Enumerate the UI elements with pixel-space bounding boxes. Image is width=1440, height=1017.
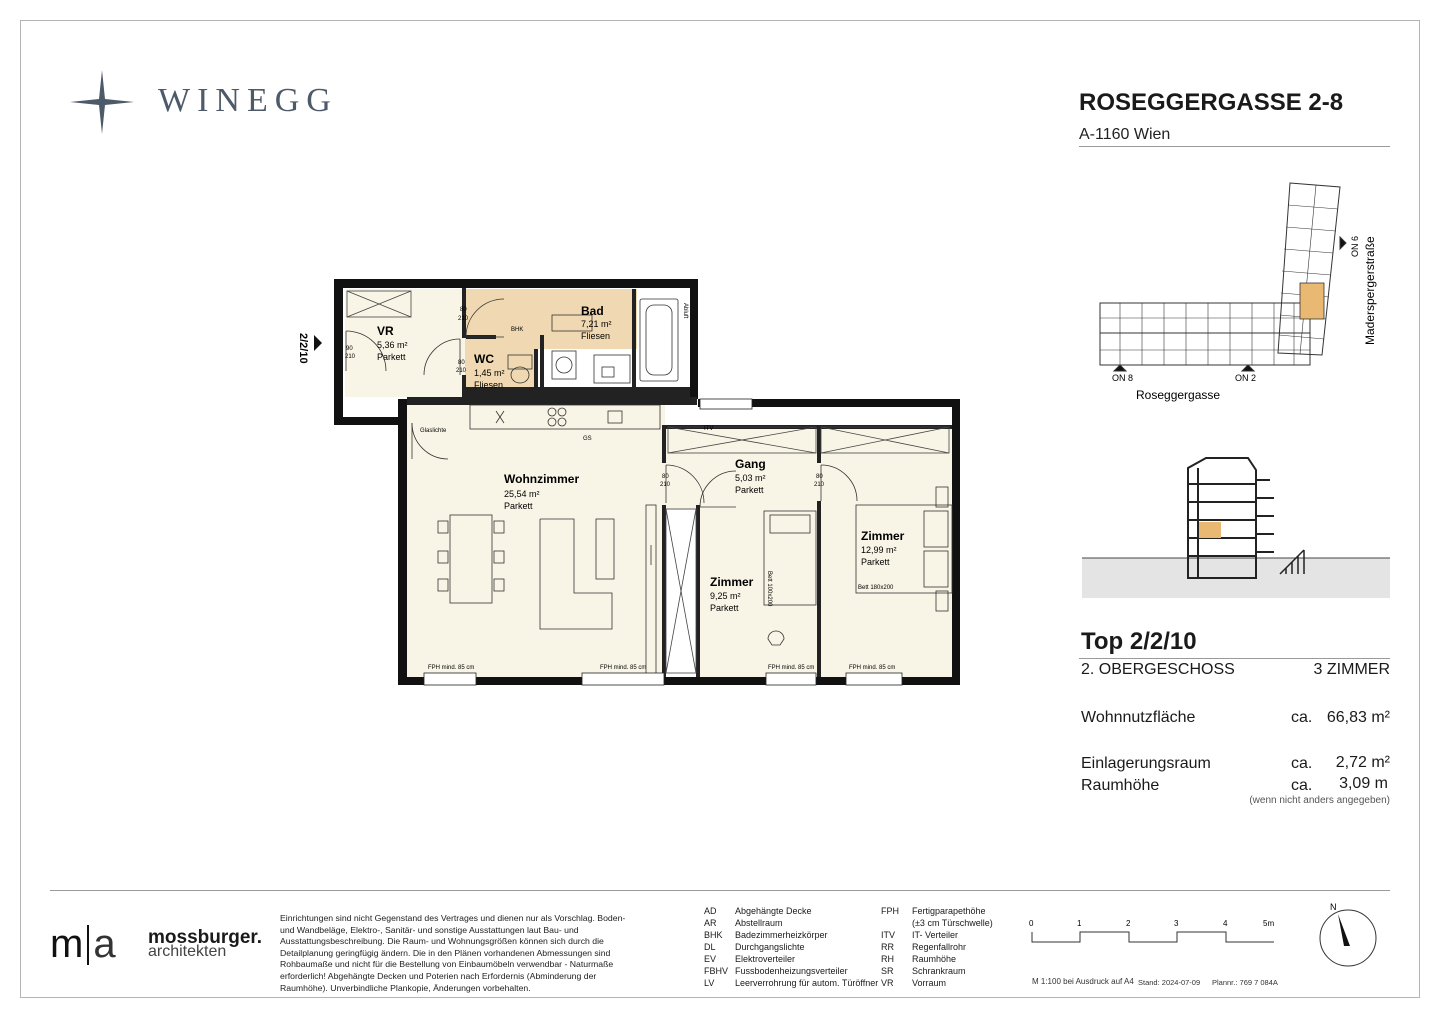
room-area-zimmer-large: 12,99 m²: [861, 545, 897, 555]
label-bett-180: Bett 180x200: [858, 585, 894, 591]
legend-item: EV Elektroverteiler: [704, 954, 796, 964]
room-label-wc: WC: [474, 352, 494, 366]
room-area-vr: 5,36 m²: [377, 340, 408, 350]
label-abluft: Abluft: [682, 303, 688, 319]
room-area-wc: 1,45 m²: [474, 368, 505, 378]
footer-divider: [50, 890, 1390, 891]
site-plan: [1090, 175, 1390, 415]
label-bett-100: Bett 100x200: [766, 571, 772, 607]
label-fph: FPH mind. 85 cm: [600, 665, 647, 671]
room-label-bad: Bad: [581, 304, 604, 318]
room-area-wohnzimmer: 25,54 m²: [504, 489, 540, 499]
room-floor-vr: Parkett: [377, 352, 406, 362]
door-dim-h: 210: [458, 316, 469, 322]
legend-item: (±3 cm Türschwelle): [912, 918, 993, 928]
street-roseggergasse: Roseggergasse: [1136, 388, 1221, 402]
scale-tick-label: 2: [1126, 919, 1131, 928]
legend-item: DL Durchgangslichte: [704, 942, 805, 952]
firm-logo-m: m: [50, 922, 84, 966]
legend-left: [704, 905, 878, 989]
door-dim-h: 210: [660, 482, 671, 488]
north-arrow-icon: [1316, 900, 1382, 968]
door-dim-h: 210: [456, 368, 467, 374]
legend-item: VR Vorraum: [881, 978, 947, 988]
section-view: [1080, 450, 1392, 600]
room-label-wohnzimmer: Wohnzimmer: [504, 472, 580, 486]
legend-right: [881, 905, 993, 989]
legend-item: SR Schrankraum: [881, 966, 966, 976]
label-fph: FPH mind. 85 cm: [849, 665, 896, 671]
door-dim-w: 90: [346, 346, 353, 352]
label-fph: FPH mind. 85 cm: [768, 665, 815, 671]
label-fph: FPH mind. 85 cm: [428, 665, 475, 671]
info-divider: [1079, 658, 1390, 659]
room-floor-wohnzimmer: Parkett: [504, 501, 533, 511]
site-label-on6: ON 6: [1350, 235, 1360, 257]
info-row-ca: ca.: [1291, 709, 1313, 726]
info-row-value: 2,72 m²: [1335, 754, 1390, 771]
site-label-on2: ON 2: [1235, 373, 1257, 383]
room-floor-zimmer-large: Parkett: [861, 557, 890, 567]
street-maderspergerstrasse: Maderspergerstraße: [1363, 236, 1377, 345]
room-label-vr: VR: [377, 324, 394, 338]
legend-item: RH Raumhöhe: [881, 954, 957, 964]
site-plan-highlight: [1300, 283, 1324, 319]
info-row-label: Einlagerungsraum: [1081, 755, 1211, 772]
scale-tick-label: 1: [1077, 919, 1082, 928]
room-label-zimmer-small: Zimmer: [710, 575, 754, 589]
room-fill-wohnzimmer: [407, 405, 665, 680]
disclaimer: Einrichtungen sind nicht Gegenstand des Vertrages und dienen nur als Vorschlag. Boden- und Wandbeläge, Elektro-, Sanitär- und sonstige Ausstattungen laut Bau- und Ausstattungsbeschreibung. Die Raum- und Wohnungsgrößen können sich durch die Detailplanung geringfügig ändern. Die in den Plänen vorhandenen Abmessungen sind Rohbaumaße und nicht für die Bestellung von Einbaumöbeln verwendbar - Naturmaße erforderlich! Abgehängte Decken und Poterien nach Erfordernis (Abminderung der Raumhöhe). Unverbindliche Plankopie, Änderungen vorbehalten.: [280, 913, 626, 993]
firm-logo-a: a: [93, 922, 116, 966]
plan-number: Plannr.: 769 7 084A: [1212, 978, 1278, 987]
info-row-label: Wohnnutzfläche: [1081, 709, 1196, 726]
room-area-zimmer-small: 9,25 m²: [710, 591, 741, 601]
label-glaslichte: Glaslichte: [420, 428, 447, 434]
info-note: (wenn nicht anders angegeben): [1249, 795, 1390, 806]
legend-item: AD Abgehängte Decke: [704, 906, 812, 916]
site-label-on8: ON 8: [1112, 373, 1134, 383]
room-floor-zimmer-small: Parkett: [710, 603, 739, 613]
room-floor-gang: Parkett: [735, 485, 764, 495]
room-area-gang: 5,03 m²: [735, 473, 766, 483]
legend-item: FPH Fertigparapethöhe: [881, 906, 986, 916]
scale-bar: [1026, 916, 1286, 952]
door-dim-w: 80: [458, 360, 465, 366]
project-title: ROSEGGERGASSE 2-8: [1079, 89, 1344, 116]
legend-item: ITV IT- Verteiler: [881, 930, 959, 940]
winegg-star-icon: [68, 68, 136, 136]
room-floor-wc: Fliesen: [474, 380, 504, 390]
room-floor-bad: Fliesen: [581, 331, 611, 341]
info-row-value: 3,09 m: [1339, 775, 1388, 792]
firm-name: mossburger.: [148, 927, 263, 948]
label-gs: GS: [583, 436, 592, 442]
scale-tick-label: 3: [1174, 919, 1179, 928]
scale-tick-label: 5m: [1263, 919, 1275, 928]
room-label-gang: Gang: [735, 457, 766, 471]
scale-tick-label: 4: [1223, 919, 1228, 928]
info-row-ca: ca.: [1291, 777, 1313, 794]
project-address: A-1160 Wien: [1079, 126, 1171, 143]
door-dim-h: 210: [345, 354, 356, 360]
door-dim-w: 80: [816, 474, 823, 480]
info-row-label: Raumhöhe: [1081, 777, 1160, 794]
legend-item: AR Abstellraum: [704, 918, 783, 928]
unit-floor: 2. OBERGESCHOSS: [1081, 661, 1235, 678]
header-divider: [1079, 146, 1390, 147]
entrance-label: 2/2/10: [297, 333, 309, 364]
legend-item: LV Leerverrohrung für autom. Türöffner: [704, 978, 879, 988]
door-dim-h: 210: [814, 482, 825, 488]
room-area-bad: 7,21 m²: [581, 319, 612, 329]
legend-item: RR Regenfallrohr: [881, 942, 967, 952]
legend-item: BHK Badezimmerheizkörper: [704, 930, 828, 940]
scale-note: M 1:100 bei Ausdruck auf A4: [1032, 977, 1134, 986]
info-row-value: 66,83 m²: [1326, 709, 1390, 726]
unit-title: Top 2/2/10: [1081, 628, 1197, 655]
legend-item: FBHV Fussbodenheizungsverteiler: [704, 966, 848, 976]
label-itv: ITV: [704, 426, 714, 432]
room-label-zimmer-large: Zimmer: [861, 529, 905, 543]
brand-name: WINEGG: [158, 82, 338, 119]
door-dim-w: 80: [460, 307, 467, 313]
north-label: N: [1330, 902, 1337, 912]
unit-rooms: 3 ZIMMER: [1313, 661, 1390, 678]
section-highlight: [1199, 522, 1221, 538]
firm-logo-mark: [50, 922, 116, 967]
door-dim-w: 80: [662, 474, 669, 480]
plan-date: Stand: 2024-07-09: [1138, 978, 1201, 987]
floor-plan: [290, 275, 970, 715]
label-bhk: BHK: [511, 327, 524, 333]
firm-subtitle: architekten: [148, 943, 227, 960]
info-row-ca: ca.: [1291, 755, 1313, 772]
scale-tick-label: 0: [1029, 919, 1034, 928]
